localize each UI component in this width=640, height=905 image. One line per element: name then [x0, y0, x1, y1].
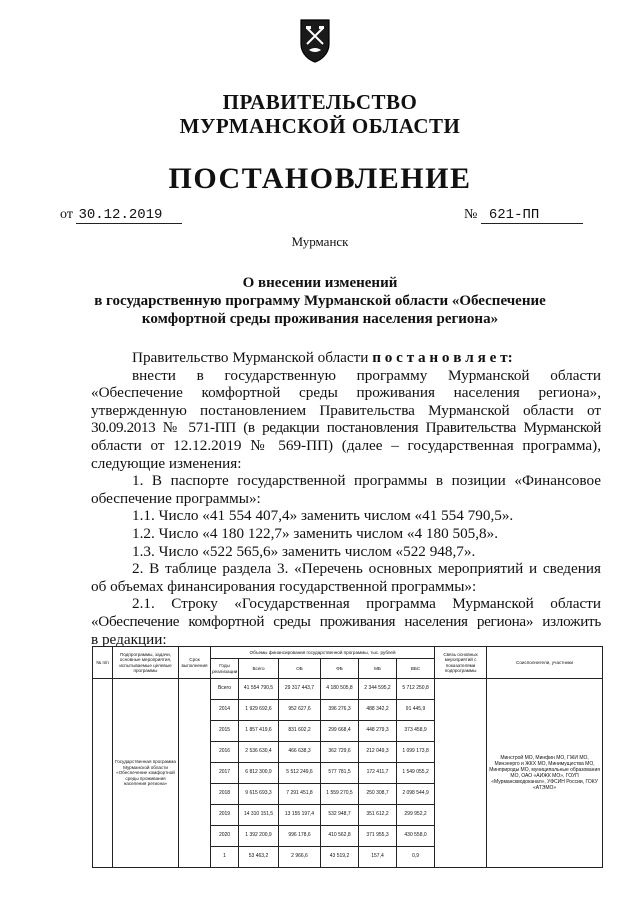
cell-ob: 7 291 451,8 [279, 784, 321, 805]
subject-line2: в государственную программу Мурманской области «Обеспечение [94, 293, 546, 309]
document-body [91, 349, 601, 648]
cell-vbs: 373 458,9 [397, 721, 435, 742]
cell-ob: 2 966,6 [279, 847, 321, 868]
cell-executors: Минстрой МО, Минфин МО, ГЖИ МО, Минэнерго и ЖКХ МО, Минимущества МО, Минприроды МО, муниципальные образования МО, ОАО «АИЖК МО», ГОУП «Мурманскводоканал», УФСИН России, ГОКУ «АТЭМО» [487, 679, 603, 868]
item2-line2: об объемах финансирования государственной программы»: [91, 577, 477, 595]
cell-fb: 362 729,6 [321, 742, 359, 763]
cell-mb: 371 955,3 [359, 826, 397, 847]
item1-line1: 1. В паспорте государственной программы в позиции «Финансовое [132, 472, 601, 490]
cell-vbs: 2 098 544,9 [397, 784, 435, 805]
number-prefix: № [464, 207, 478, 222]
cell-total: 6 812 300,9 [239, 763, 279, 784]
header-term: Срок выполнения [179, 647, 211, 679]
cell-mb: 250 308,7 [359, 784, 397, 805]
cell-ob: 996 178,6 [279, 826, 321, 847]
item1-1: 1.1. Число «41 554 407,4» заменить числом «41 554 790,5». [132, 507, 514, 525]
cell-ob: 29 317 443,7 [279, 679, 321, 700]
cell-mb: 448 279,3 [359, 721, 397, 742]
header-num: № п/п [93, 647, 113, 679]
item2-1-line2: «Обеспечение комфортной среды проживания населения региона» изложить [91, 612, 601, 630]
cell-year: 2016 [211, 742, 239, 763]
paragraph1-line2: «Обеспечение комфортной среды проживания населения региона», [91, 384, 601, 402]
cell-num [93, 679, 113, 868]
cell-fb: 577 781,5 [321, 763, 359, 784]
cell-fb: 410 562,8 [321, 826, 359, 847]
cell-mb: 488 342,2 [359, 700, 397, 721]
cell-year: 2014 [211, 700, 239, 721]
cell-year: 2020 [211, 826, 239, 847]
cell-fb: 1 559 270,5 [321, 784, 359, 805]
cell-fb: 4 180 505,8 [321, 679, 359, 700]
paragraph1-line1: внести в государственную программу Мурманской области [132, 366, 601, 384]
cell-indicators [435, 679, 487, 868]
cell-vbs: 1 549 055,2 [397, 763, 435, 784]
cell-ob: 13 155 197,4 [279, 805, 321, 826]
number-block [464, 207, 583, 224]
government-name-line2: МУРМАНСКОЙ ОБЛАСТИ [179, 114, 461, 138]
cell-mb: 157,4 [359, 847, 397, 868]
header-mb: МБ [359, 659, 397, 679]
document-number: 621-ПП [481, 207, 583, 224]
financing-table-wrap [92, 646, 602, 868]
cell-total: 41 554 790,5 [239, 679, 279, 700]
cell-total: 14 310 151,5 [239, 805, 279, 826]
lead-line [91, 349, 601, 367]
subject-line3: комфортной среды проживания населения региона» [141, 311, 499, 327]
cell-year: 2019 [211, 805, 239, 826]
paragraph1-line6: следующие изменения: [91, 454, 242, 472]
lead-start: Правительство Мурманской области [132, 349, 373, 366]
document-subject [0, 274, 640, 328]
cell-vbs: 1 099 173,8 [397, 742, 435, 763]
header-indicators: Связь основных мероприятий с показателями подпрограммы [435, 647, 487, 679]
cell-total: 1 857 419,6 [239, 721, 279, 742]
cell-mb: 172 411,7 [359, 763, 397, 784]
header-years: Годы реализации [211, 659, 239, 679]
header-total: Всего [239, 659, 279, 679]
lead-decree-word: п о с т а н о в л я е т: [372, 349, 513, 366]
date-block [60, 207, 182, 224]
cell-vbs: 0,9 [397, 847, 435, 868]
coat-of-arms-emblem [297, 18, 333, 64]
subject-line1: О внесении изменений [242, 275, 398, 291]
cell-vbs: 91 445,9 [397, 700, 435, 721]
item1-3: 1.3. Число «522 565,6» заменить числом «522 948,7». [132, 542, 476, 560]
paragraph1-line3: утвержденную постановлением Правительства Мурманской области от [91, 401, 601, 419]
government-name [0, 90, 640, 138]
cell-mb: 351 612,2 [359, 805, 397, 826]
cell-ob: 466 638,3 [279, 742, 321, 763]
cell-fb: 396 276,3 [321, 700, 359, 721]
table-row [93, 679, 603, 700]
header-name: Подпрограммы, задачи, основные мероприятия, испытываемые целевые программы [113, 647, 179, 679]
cell-year: Всего [211, 679, 239, 700]
cell-total: 1 929 692,6 [239, 700, 279, 721]
item2-1-line3: в редакции: [91, 630, 167, 648]
item1-line2: обеспечение программы»: [91, 489, 261, 507]
cell-program-name: Государственная программа Мурманской области «Обеспечение комфортной среды проживания населения региона» [113, 679, 179, 868]
paragraph1-line5: области от 12.12.2019 № 569-ПП) (далее – государственная программа), [91, 436, 601, 454]
financing-table [92, 646, 603, 868]
cell-fb: 532 948,7 [321, 805, 359, 826]
item2-1-line1: 2.1. Строку «Государственная программа Мурманской области [132, 595, 601, 613]
government-name-line1: ПРАВИТЕЛЬСТВО [222, 90, 418, 114]
item1-2: 1.2. Число «4 180 122,7» заменить числом «4 180 505,8». [132, 524, 499, 542]
header-fb: ФБ [321, 659, 359, 679]
cell-mb: 212 049,3 [359, 742, 397, 763]
city: Мурманск [291, 234, 349, 249]
header-vbs: ВБС [397, 659, 435, 679]
header-ob: ОБ [279, 659, 321, 679]
cell-term [179, 679, 211, 868]
cell-total: 2 536 630,4 [239, 742, 279, 763]
document-date: 30.12.2019 [76, 207, 182, 224]
header-executors: Соисполнители, участники [487, 647, 603, 679]
cell-year: 2015 [211, 721, 239, 742]
cell-fb: 299 668,4 [321, 721, 359, 742]
cell-total: 53 463,2 [239, 847, 279, 868]
cell-total: 1 392 200,9 [239, 826, 279, 847]
cell-total: 9 615 693,3 [239, 784, 279, 805]
item2-line1: 2. В таблице раздела 3. «Перечень основных мероприятий и сведения [132, 560, 601, 578]
cell-ob: 5 512 249,6 [279, 763, 321, 784]
cell-mb: 2 344 595,2 [359, 679, 397, 700]
cell-fb: 43 519,2 [321, 847, 359, 868]
cell-ob: 952 627,6 [279, 700, 321, 721]
cell-year: 2017 [211, 763, 239, 784]
cell-ob: 831 602,2 [279, 721, 321, 742]
date-prefix: от [60, 207, 73, 222]
cell-year: 2018 [211, 784, 239, 805]
cell-year: 1 [211, 847, 239, 868]
document-type: ПОСТАНОВЛЕНИЕ [168, 162, 472, 195]
header-financing: Объемы финансирования государственной программы, тыс. рублей [211, 647, 435, 659]
cell-vbs: 430 558,0 [397, 826, 435, 847]
paragraph1-line4: 30.09.2013 № 571-ПП (в редакции постановления Правительства Мурманской [91, 419, 601, 437]
cell-vbs: 299 952,2 [397, 805, 435, 826]
cell-vbs: 5 712 250,8 [397, 679, 435, 700]
